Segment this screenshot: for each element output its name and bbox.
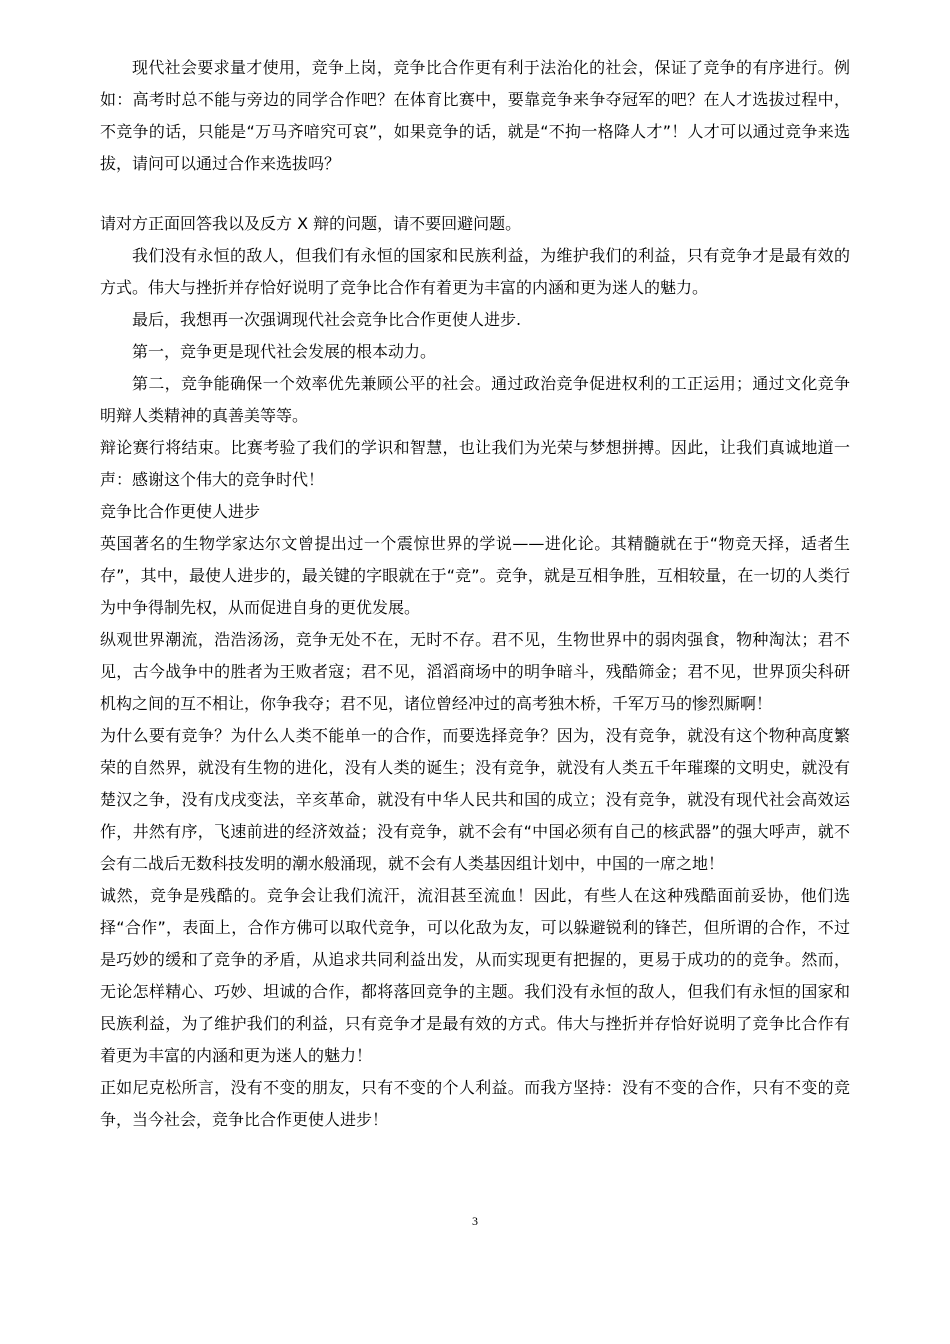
paragraph-3: 我们没有永恒的敌人，但我们有永恒的国家和民族利益，为维护我们的利益，只有竞争才是最有效的方式。伟大与挫折并存恰好说明了竞争比合作有着更为丰富的内涵和更为迷人的魅力。 [100, 246, 850, 297]
paragraph-4: 最后，我想再一次强调现代社会竞争比合作更使人进步. [132, 310, 522, 329]
paragraph-2: 请对方正面回答我以及反方 X 辩的问题，请不要回避问题。 [100, 214, 522, 233]
paragraph-5: 第一，竞争更是现代社会发展的根本动力。 [132, 342, 437, 361]
paragraph-1: 现代社会要求量才使用，竞争上岗，竞争比合作更有利于法治化的社会，保证了竞争的有序进行。例如：高考时总不能与旁边的同学合作吧？在体育比赛中，要靠竞争来争夺冠军的吧？在人才选拔过程中，不竞争的话，只能是“万马齐喑究可哀”，如果竞争的话，就是“不拘一格降人才”！人才可以通过竞争来选拔，请问可以通过合作来选拔吗？ [100, 58, 850, 173]
document-body [100, 52, 850, 1136]
section-title: 竞争比合作更使人进步 [100, 502, 261, 521]
paragraph-7: 辩论赛行将结束。比赛考验了我们的学识和智慧，也让我们为光荣与梦想拼搏。因此，让我们真诚地道一声：感谢这个伟大的竞争时代！ [100, 438, 850, 489]
paragraph-12: 诚然，竞争是残酷的。竞争会让我们流汗，流泪甚至流血！因此，有些人在这种残酷面前妥协，他们选择“合作”，表面上，合作方佛可以取代竞争，可以化敌为友，可以躲避锐利的锋芒，但所谓的合作，不过是巧妙的缓和了竞争的矛盾，从追求共同利益出发，从而实现更有把握的，更易于成功的的竞争。然而，无论怎样精心、巧妙、坦诚的合作，都将落回竞争的主题。我们没有永恒的敌人，但我们有永恒的国家和民族利益，为了维护我们的利益，只有竞争才是最有效的方式。伟大与挫折并存恰好说明了竞争比合作有着更为丰富的内涵和更为迷人的魅力！ [100, 886, 850, 1065]
paragraph-11: 为什么要有竞争？为什么人类不能单一的合作，而要选择竞争？因为，没有竞争，就没有这个物种高度繁荣的自然界，就没有生物的进化，没有人类的诞生；没有竞争，就没有人类五千年璀璨的文明史，就没有楚汉之争，没有戊戌变法，辛亥革命，就没有中华人民共和国的成立；没有竞争，就没有现代社会高效运作，井然有序，飞速前进的经济效益；没有竞争，就不会有“中国必须有自己的核武器”的强大呼声，就不会有二战后无数科技发明的潮水般涌现，就不会有人类基因组计划中，中国的一席之地！ [100, 726, 850, 873]
paragraph-13: 正如尼克松所言，没有不变的朋友，只有不变的个人利益。而我方坚持：没有不变的合作，只有不变的竞争，当今社会，竞争比合作更使人进步！ [100, 1078, 850, 1129]
paragraph-9: 英国著名的生物学家达尔文曾提出过一个震惊世界的学说——进化论。其精髓就在于“物竞天择，适者生存”，其中，最使人进步的，最关键的字眼就在于“竞”。竞争，就是互相争胜，互相较量，在一切的人类行为中争得制先权，从而促进自身的更优发展。 [100, 534, 850, 617]
paragraph-gap [100, 180, 850, 208]
paragraph-6: 第二，竞争能确保一个效率优先兼顾公平的社会。通过政治竞争促进权利的工正运用；通过文化竞争明辩人类精神的真善美等等。 [100, 374, 850, 425]
paragraph-10: 纵观世界潮流，浩浩汤汤，竞争无处不在，无时不存。君不见，生物世界中的弱肉强食，物种淘汰；君不见，古今战争中的胜者为王败者寇；君不见，滔滔商场中的明争暗斗，残酷筛金；君不见，世界顶尖科研机构之间的互不相让，你争我夺；君不见，诸位曾经冲过的高考独木桥，千军万马的惨烈厮啊！ [100, 630, 850, 713]
page-number: 3 [472, 1214, 478, 1228]
